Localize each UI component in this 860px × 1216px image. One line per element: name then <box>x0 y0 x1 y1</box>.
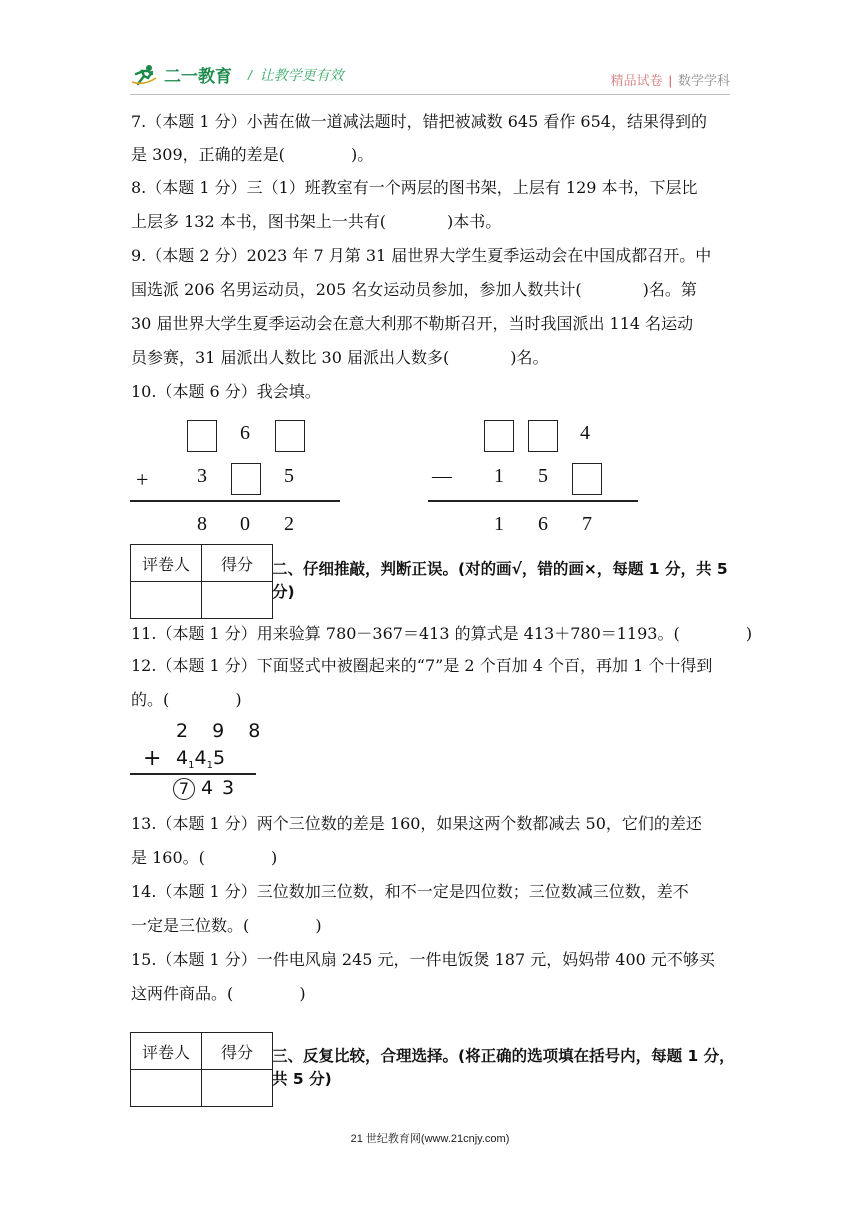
vc1-digit: 5 <box>284 465 294 487</box>
vc1-digit: 6 <box>240 422 250 444</box>
q9-line4: 员参赛，31 届派出人数比 30 届派出人数多( )名。 <box>131 348 549 367</box>
vc1-blank-tens-mid[interactable] <box>231 463 261 495</box>
q8-line1: 8.（本题 1 分）三（1）班教室有一个两层的图书架，上层有 129 本书，下层比 <box>131 178 698 197</box>
q10-line1: 10.（本题 6 分）我会填。 <box>131 382 321 401</box>
vc1-result-digit: 8 <box>197 513 207 535</box>
grader-label: 评卷人 <box>131 1033 202 1070</box>
vc1-blank-hundreds-top[interactable] <box>187 420 217 452</box>
q12-line1: 12.（本题 1 分）下面竖式中被圈起来的“7”是 2 个百加 4 个百，再加 1 个十得到 <box>131 656 713 675</box>
score-cell[interactable] <box>202 1070 273 1107</box>
q8-line2: 上层多 132 本书，图书架上一共有( )本书。 <box>131 212 502 231</box>
q9-line2: 国选派 206 名男运动员，205 名女运动员参加，参加人数共计( )名。第 <box>131 280 697 299</box>
slogan: / 让教学更有效 <box>248 66 344 83</box>
vc2-digit: 4 <box>580 422 590 444</box>
section3-title: 三、反复比较，合理选择。(将正确的选项填在括号内，每题 1 分，共 5 分) <box>272 1047 735 1088</box>
header-logo <box>132 62 344 87</box>
running-man-icon <box>132 64 158 86</box>
vc3-operator: + <box>143 746 162 771</box>
vc3-result-digit: 3 <box>222 777 235 799</box>
vc3-rule <box>130 773 256 775</box>
vc3-result-digit: 4 <box>201 777 214 799</box>
score-cell[interactable] <box>202 582 273 619</box>
q15-line1: 15.（本题 1 分）一件电风扇 245 元，一件电饭煲 187 元，妈妈带 400 元不够买 <box>131 950 715 969</box>
vc2-result-digit: 7 <box>582 513 592 535</box>
vc2-operator: — <box>432 465 452 487</box>
q15-line2: 这两件商品。( ) <box>131 984 306 1003</box>
q9-line3: 30 届世界大学生夏季运动会在意大利那不勒斯召开，当时我国派出 114 名运动 <box>131 314 694 333</box>
logo-text: 二一教育 <box>164 67 232 86</box>
vc1-rule <box>130 500 340 502</box>
vc1-operator: + <box>136 467 149 492</box>
q14-line1: 14.（本题 1 分）三位数加三位数，和不一定是四位数；三位数减三位数，差不 <box>131 882 689 901</box>
section2-title: 二、仔细推敲，判断正误。(对的画√，错的画×，每题 1 分，共 5 分) <box>272 560 728 601</box>
vc2-blank-ones-mid[interactable] <box>572 463 602 495</box>
page-footer: 21 世纪教育网(www.21cnjy.com) <box>350 1133 510 1145</box>
section2-score-table <box>130 544 273 619</box>
vc2-blank-hundreds-top[interactable] <box>484 420 514 452</box>
vc1-result-digit: 0 <box>240 513 250 535</box>
section3-score-table <box>130 1032 273 1107</box>
vc2-result-digit: 1 <box>494 513 504 535</box>
q13-line1: 13.（本题 1 分）两个三位数的差是 160，如果这两个数都减去 50，它们的差还 <box>131 814 702 833</box>
q13-line2: 是 160。( ) <box>131 848 278 867</box>
vc1-digit: 3 <box>197 465 207 487</box>
vc1-result-digit: 2 <box>284 513 294 535</box>
vc1-blank-ones-top[interactable] <box>275 420 305 452</box>
header-divider <box>130 94 730 95</box>
header-subject: 精品试卷 | 数学学科 <box>610 73 730 88</box>
vc2-rule <box>428 500 638 502</box>
vc2-digit: 5 <box>538 465 548 487</box>
score-label: 得分 <box>202 1033 273 1070</box>
vc2-result-digit: 6 <box>538 513 548 535</box>
q14-line2: 一定是三位数。( ) <box>131 916 322 935</box>
vc3-middle: $4_14_15$ <box>176 747 226 771</box>
q7-line2: 是 309，正确的差是( )。 <box>131 145 374 164</box>
grader-cell[interactable] <box>131 582 202 619</box>
q11-line1: 11.（本题 1 分）用来验算 780－367＝413 的算式是 413＋780＝1193。( ) <box>131 624 753 643</box>
vc2-digit: 1 <box>494 465 504 487</box>
q7-line1: 7.（本题 1 分）小茜在做一道减法题时，错把被减数 645 看作 654，结果得到的 <box>131 112 707 131</box>
grader-cell[interactable] <box>131 1070 202 1107</box>
vc3-circled-digit: 7 <box>173 778 195 800</box>
score-label: 得分 <box>202 545 273 582</box>
vc3-top: 2 9 8 <box>176 720 270 742</box>
grader-label: 评卷人 <box>131 545 202 582</box>
q12-line2: 的。( ) <box>131 690 242 709</box>
q9-line1: 9.（本题 2 分）2023 年 7 月第 31 届世界大学生夏季运动会在中国成都召开。中 <box>131 246 712 265</box>
vc2-blank-tens-top[interactable] <box>528 420 558 452</box>
